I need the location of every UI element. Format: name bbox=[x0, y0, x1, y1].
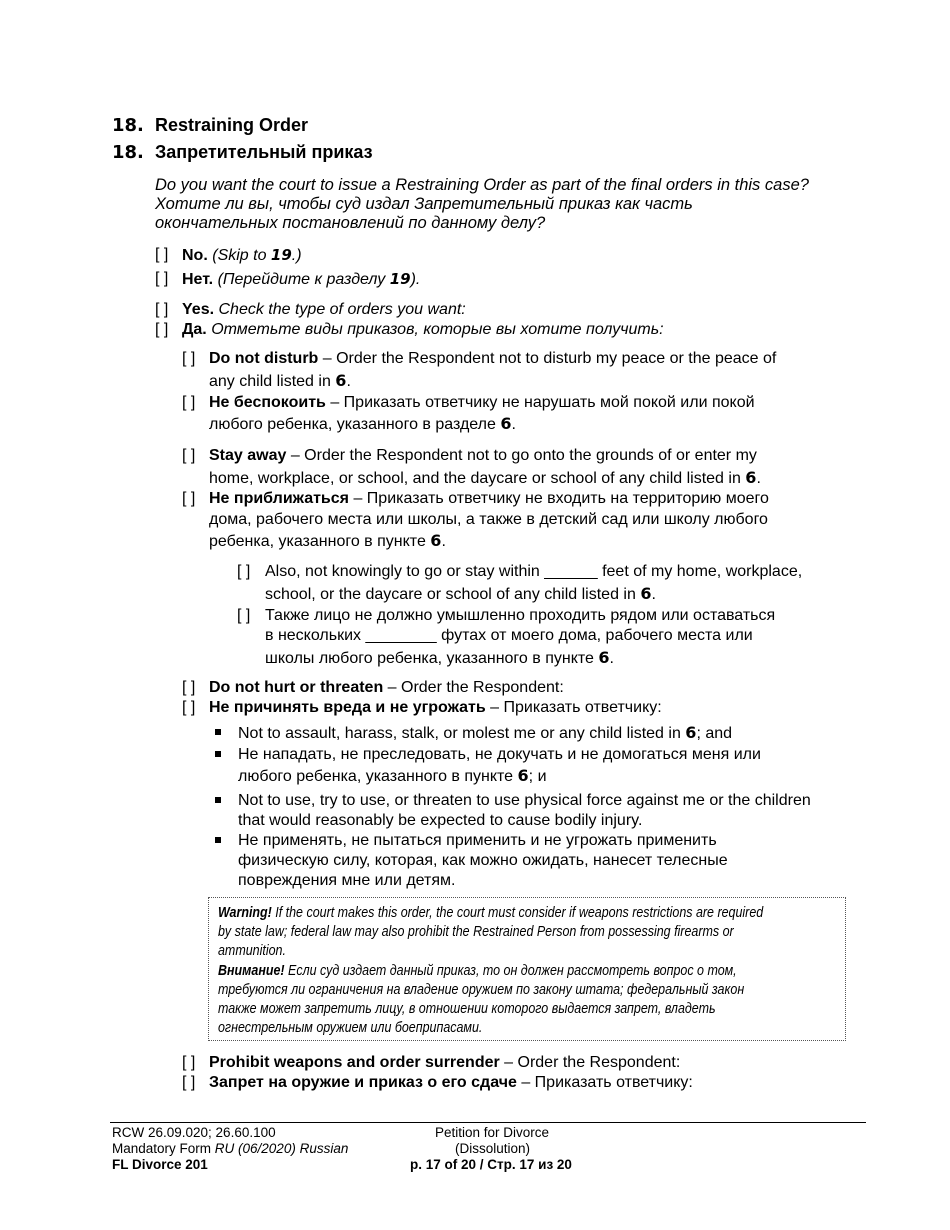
hurt-bullet-1-ru-line-2: любого ребенка, указанного в пункте 6; и bbox=[238, 766, 547, 785]
option-no-ru: Нет. (Перейдите к разделу 19). bbox=[182, 270, 421, 288]
warning-ru-line-4: огнестрельным оружием или боеприпасами. bbox=[218, 1020, 483, 1036]
disturb-ru-line-1: Не беспокоить – Приказать ответчику не нарушать мой покой или покой bbox=[209, 394, 755, 411]
checkbox-yes-ru[interactable]: [ ] bbox=[155, 321, 169, 338]
section-heading-ru: 18. Запретительный приказ bbox=[112, 142, 373, 163]
warning-ru-line-1: Внимание! Если суд издает данный приказ, то он должен рассмотреть вопрос о том, bbox=[218, 963, 737, 979]
hurt-bullet-1-en: Not to assault, harass, stalk, or molest me or any child listed in 6; and bbox=[238, 723, 733, 742]
warning-en-line-2: by state law; federal law may also prohibit the Restrained Person from possessing firearms or bbox=[218, 924, 734, 940]
option-yes-ru: Да. Отметьте виды приказов, которые вы хотите получить: bbox=[182, 321, 664, 338]
also-en-line-1: Also, not knowingly to go or stay within ______ feet of my home, workplace, bbox=[265, 563, 803, 580]
bullet-icon bbox=[215, 797, 221, 803]
footer-form-id: FL Divorce 201 bbox=[112, 1157, 208, 1172]
stay-away-en-line-1: Stay away – Order the Respondent not to go onto the grounds of or enter my bbox=[209, 447, 757, 464]
footer-form-version: Mandatory Form RU (06/2020) Russian bbox=[112, 1141, 349, 1156]
weapons-en: Prohibit weapons and order surrender – Order the Respondent: bbox=[209, 1054, 681, 1071]
hurt-bullet-2-en-line-2: that would reasonably be expected to cause bodily injury. bbox=[238, 812, 643, 829]
hurt-bullet-2-ru-line-1: Не применять, не пытаться применить и не угрожать применить bbox=[238, 832, 717, 849]
footer-title: Petition for Divorce bbox=[435, 1125, 550, 1140]
hurt-ru: Не причинять вреда и не угрожать – Приказать ответчику: bbox=[209, 699, 662, 716]
question-line-2: Хотите ли вы, чтобы суд издал Запретительный приказ как часть bbox=[155, 195, 693, 213]
disturb-ru-line-2: любого ребенка, указанного в разделе 6. bbox=[209, 414, 516, 433]
bullet-icon bbox=[215, 837, 221, 843]
checkbox-disturb-en[interactable]: [ ] bbox=[182, 350, 196, 367]
option-no-en: No. (Skip to 19.) bbox=[182, 246, 302, 264]
hurt-en: Do not hurt or threaten – Order the Respondent: bbox=[209, 679, 564, 696]
stay-away-ru-line-3: ребенка, указанного в пункте 6. bbox=[209, 531, 446, 550]
warning-en-line-3: ammunition. bbox=[218, 943, 286, 959]
checkbox-disturb-ru[interactable]: [ ] bbox=[182, 394, 196, 411]
question-line-3: окончательных постановлений по данному делу? bbox=[155, 214, 546, 232]
disturb-en-line-2: any child listed in 6. bbox=[209, 371, 351, 390]
question-line-1: Do you want the court to issue a Restraining Order as part of the final orders in this case? bbox=[155, 176, 809, 194]
footer-statute: RCW 26.09.020; 26.60.100 bbox=[112, 1125, 276, 1140]
stay-away-ru-line-2: дома, рабочего места или школы, а также в детский сад или школу любого bbox=[209, 511, 768, 528]
checkbox-also-en[interactable]: [ ] bbox=[237, 563, 251, 580]
checkbox-hurt-ru[interactable]: [ ] bbox=[182, 699, 196, 716]
hurt-bullet-1-ru-line-1: Не нападать, не преследовать, не докучать и не домогаться меня или bbox=[238, 746, 761, 763]
checkbox-weapons-en[interactable]: [ ] bbox=[182, 1054, 196, 1071]
checkbox-no-ru[interactable]: [ ] bbox=[155, 270, 169, 287]
section-heading-en: 18. Restraining Order bbox=[112, 115, 309, 136]
hurt-bullet-2-ru-line-3: повреждения мне или детям. bbox=[238, 872, 456, 889]
also-ru-line-1: Также лицо не должно умышленно проходить рядом или оставаться bbox=[265, 607, 776, 624]
footer-divider bbox=[110, 1122, 866, 1123]
checkbox-no-en[interactable]: [ ] bbox=[155, 246, 169, 263]
checkbox-weapons-ru[interactable]: [ ] bbox=[182, 1074, 196, 1091]
checkbox-stay-away-ru[interactable]: [ ] bbox=[182, 490, 196, 507]
weapons-ru: Запрет на оружие и приказ о его сдаче – Приказать ответчику: bbox=[209, 1074, 693, 1091]
footer-subtitle: (Dissolution) bbox=[455, 1141, 531, 1156]
also-ru-line-3: школы любого ребенка, указанного в пункте 6. bbox=[265, 648, 614, 667]
warning-box bbox=[208, 897, 846, 1041]
checkbox-yes-en[interactable]: [ ] bbox=[155, 301, 169, 318]
disturb-en-line-1: Do not disturb – Order the Respondent not to disturb my peace or the peace of bbox=[209, 350, 777, 367]
bullet-icon bbox=[215, 751, 221, 757]
warning-en-line-1: Warning! If the court makes this order, the court must consider if weapons restrictions are required bbox=[218, 905, 764, 921]
stay-away-ru-line-1: Не приближаться – Приказать ответчику не входить на территорию моего bbox=[209, 490, 769, 507]
also-ru-line-2: в нескольких ________ футах от моего дома, рабочего места или bbox=[265, 627, 753, 644]
footer-page-number: p. 17 of 20 / Стр. 17 из 20 bbox=[410, 1157, 572, 1172]
hurt-bullet-2-en-line-1: Not to use, try to use, or threaten to use physical force against me or the children bbox=[238, 792, 811, 809]
checkbox-hurt-en[interactable]: [ ] bbox=[182, 679, 196, 696]
warning-ru-line-2: требуются ли ограничения на владение оружием по закону штата; федеральный закон bbox=[218, 982, 745, 998]
stay-away-en-line-2: home, workplace, or school, and the daycare or school of any child listed in 6. bbox=[209, 468, 761, 487]
hurt-bullet-2-ru-line-2: физическую силу, которая, как можно ожидать, нанесет телесные bbox=[238, 852, 728, 869]
checkbox-stay-away-en[interactable]: [ ] bbox=[182, 447, 196, 464]
bullet-icon bbox=[215, 729, 221, 735]
warning-ru-line-3: также может запретить лицу, в отношении которого выдается запрет, владеть bbox=[218, 1001, 716, 1017]
also-en-line-2: school, or the daycare or school of any child listed in 6. bbox=[265, 584, 656, 603]
option-yes-en: Yes. Check the type of orders you want: bbox=[182, 301, 466, 318]
checkbox-also-ru[interactable]: [ ] bbox=[237, 607, 251, 624]
